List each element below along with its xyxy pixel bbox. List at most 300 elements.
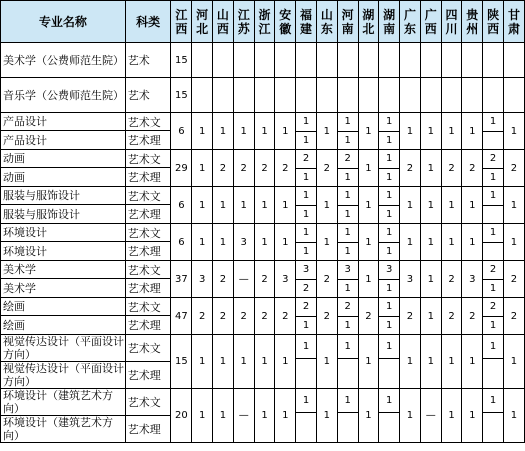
quota-cell-split [483, 150, 504, 187]
quota-li [483, 358, 503, 382]
quota-li: 1 [379, 242, 399, 261]
quota-cell: 1 [275, 224, 296, 261]
header-row [1, 1, 525, 43]
quota-wen: 1 [302, 394, 310, 406]
quota-split [483, 261, 503, 297]
quota-li: 1 [483, 316, 503, 335]
quota-split [379, 113, 399, 149]
quota-cell-split [296, 113, 317, 150]
quota-cell: 3 [275, 261, 296, 298]
quota-split [379, 389, 399, 435]
jiangxi-count: 6 [171, 113, 192, 150]
major-name: 动画 [1, 168, 126, 187]
quota-cell: 2 [503, 150, 524, 187]
quota-li: 1 [338, 131, 358, 150]
major-name: 美术学（公费师范生院） [1, 43, 126, 78]
quota-cell: 1 [503, 113, 524, 150]
quota-cell: 1 [192, 389, 213, 443]
quota-cell [400, 78, 421, 113]
quota-wen: 1 [302, 340, 310, 352]
quota-cell: 2 [233, 298, 254, 335]
quota-wen: 1 [489, 227, 497, 239]
quota-cell [254, 43, 275, 78]
quota-cell: 2 [503, 298, 524, 335]
quota-cell [420, 43, 441, 78]
quota-cell: 1 [503, 187, 524, 224]
quota-cell [337, 78, 358, 113]
quota-li: 1 [296, 242, 316, 261]
table-row [1, 298, 525, 316]
quota-wen: 1 [386, 116, 393, 128]
province-header-guangdong: 广 东 [400, 1, 421, 43]
quota-li: 1 [296, 205, 316, 224]
quota-cell: 1 [358, 224, 379, 261]
province-header-sichuan: 四 川 [441, 1, 462, 43]
quota-cell: 1 [420, 187, 441, 224]
quota-cell: 2 [441, 150, 462, 187]
quota-cell-split [379, 150, 400, 187]
quota-cell: 1 [213, 187, 234, 224]
jiangxi-count: 20 [171, 389, 192, 443]
quota-split [379, 150, 399, 186]
quota-li: 1 [379, 205, 399, 224]
quota-cell: 1 [420, 224, 441, 261]
quota-cell: 2 [441, 298, 462, 335]
quota-cell [462, 78, 483, 113]
quota-cell: 1 [316, 224, 337, 261]
quota-cell: 2 [441, 261, 462, 298]
quota-cell: — [233, 389, 254, 443]
quota-cell: 1 [233, 113, 254, 150]
quota-cell: 1 [462, 224, 483, 261]
quota-cell: 2 [254, 261, 275, 298]
quota-li [483, 131, 503, 150]
quota-li [483, 205, 503, 224]
province-header-zhejiang: 浙 江 [254, 1, 275, 43]
table-row [1, 150, 525, 168]
quota-cell-split [296, 150, 317, 187]
quota-cell: 2 [254, 298, 275, 335]
quota-split [483, 298, 503, 334]
quota-cell: 2 [462, 298, 483, 335]
quota-li: 1 [338, 242, 358, 261]
quota-cell: — [420, 389, 441, 443]
quota-cell: 2 [254, 150, 275, 187]
quota-li: 1 [483, 279, 503, 298]
quota-li: 1 [338, 168, 358, 187]
category: 艺术 [125, 78, 171, 113]
quota-wen: 2 [344, 301, 351, 313]
quota-wen: 2 [302, 301, 310, 313]
quota-cell: 2 [275, 298, 296, 335]
quota-li: 1 [379, 279, 399, 298]
quota-li [483, 412, 503, 436]
quota-cell-split [337, 335, 358, 389]
province-header-hubei: 湖 北 [358, 1, 379, 43]
category: 艺术 [125, 43, 171, 78]
province-header-shandong: 山 东 [316, 1, 337, 43]
quota-cell-split [296, 261, 317, 298]
jiangxi-count: 15 [171, 43, 192, 78]
quota-split [296, 224, 316, 260]
quota-cell: 1 [316, 113, 337, 150]
quota-split [338, 113, 358, 149]
quota-cell [316, 78, 337, 113]
quota-cell: 1 [233, 335, 254, 389]
quota-wen: 3 [302, 264, 310, 276]
quota-cell: 1 [441, 389, 462, 443]
quota-cell [275, 78, 296, 113]
category: 艺术文 [125, 298, 171, 316]
quota-cell: 3 [192, 261, 213, 298]
quota-cell [275, 43, 296, 78]
quota-cell [503, 78, 524, 113]
quota-cell: 1 [420, 261, 441, 298]
quota-wen: 1 [386, 301, 393, 313]
quota-cell: 1 [213, 389, 234, 443]
quota-li: 1 [379, 131, 399, 150]
quota-cell: 2 [213, 150, 234, 187]
quota-li [296, 412, 316, 436]
province-header-guangxi: 广 西 [420, 1, 441, 43]
quota-cell [254, 78, 275, 113]
quota-cell: 2 [213, 261, 234, 298]
quota-cell-split [483, 113, 504, 150]
jiangxi-count: 15 [171, 335, 192, 389]
quota-cell: 1 [441, 335, 462, 389]
jiangxi-count: 15 [171, 78, 192, 113]
quota-li [338, 358, 358, 382]
quota-cell: 1 [358, 150, 379, 187]
quota-cell: 1 [358, 187, 379, 224]
quota-cell: 1 [358, 113, 379, 150]
quota-split [338, 335, 358, 381]
quota-wen: 1 [386, 340, 393, 352]
quota-cell-split [483, 261, 504, 298]
quota-cell: 2 [213, 298, 234, 335]
quota-wen: 1 [344, 340, 351, 352]
category: 艺术理 [125, 242, 171, 261]
quota-cell: 1 [254, 335, 275, 389]
table-row [1, 187, 525, 205]
province-header-henan: 河 南 [337, 1, 358, 43]
quota-split [296, 150, 316, 186]
table-row [1, 261, 525, 279]
quota-wen: 1 [489, 190, 497, 202]
category: 艺术理 [125, 279, 171, 298]
table-row [1, 224, 525, 242]
quota-cell [420, 78, 441, 113]
quota-wen: 1 [302, 190, 310, 202]
quota-split [483, 224, 503, 260]
province-header-anhui: 安 徽 [275, 1, 296, 43]
quota-cell: 1 [462, 187, 483, 224]
quota-split [296, 187, 316, 223]
quota-cell: 2 [358, 298, 379, 335]
quota-cell: 2 [462, 150, 483, 187]
quota-wen: 1 [386, 227, 393, 239]
category: 艺术理 [125, 131, 171, 150]
quota-wen: 1 [489, 116, 497, 128]
quota-wen: 1 [386, 394, 393, 406]
quota-cell-split [296, 389, 317, 443]
major-name: 视觉传达设计（平面设计方向） [1, 362, 126, 389]
major-name: 动画 [1, 150, 126, 168]
major-name: 服装与服饰设计 [1, 205, 126, 224]
quota-cell: 1 [192, 335, 213, 389]
quota-cell-split [379, 113, 400, 150]
quota-wen: 1 [344, 227, 351, 239]
category: 艺术理 [125, 205, 171, 224]
quota-cell-split [337, 113, 358, 150]
category: 艺术文 [125, 261, 171, 279]
quota-split [296, 261, 316, 297]
quota-cell: 2 [400, 150, 421, 187]
major-name: 绘画 [1, 316, 126, 335]
quota-cell [192, 78, 213, 113]
major-name: 环境设计（建筑艺术方向） [1, 389, 126, 416]
quota-split [338, 187, 358, 223]
category-header: 科类 [125, 1, 171, 43]
quota-cell: 1 [441, 113, 462, 150]
major-name: 音乐学（公费师范生院） [1, 78, 126, 113]
province-header-fujian: 福 建 [296, 1, 317, 43]
quota-cell: 1 [192, 150, 213, 187]
quota-cell: 1 [358, 335, 379, 389]
quota-cell: 2 [400, 298, 421, 335]
quota-cell: 1 [275, 187, 296, 224]
quota-cell: 1 [254, 224, 275, 261]
quota-cell: 1 [503, 389, 524, 443]
quota-cell: 1 [441, 187, 462, 224]
quota-li: 1 [379, 316, 399, 335]
quota-wen: 1 [489, 394, 497, 406]
quota-cell-split [483, 389, 504, 443]
quota-cell-split [379, 335, 400, 389]
quota-cell [233, 78, 254, 113]
quota-wen: 1 [344, 116, 351, 128]
quota-split [483, 187, 503, 223]
quota-cell: 1 [275, 335, 296, 389]
quota-li: 1 [379, 168, 399, 187]
quota-cell: 2 [316, 261, 337, 298]
province-header-shanxi: 山 西 [213, 1, 234, 43]
quota-cell: 1 [358, 261, 379, 298]
quota-split [483, 150, 503, 186]
quota-cell: 1 [192, 187, 213, 224]
category: 艺术理 [125, 316, 171, 335]
quota-cell: 2 [275, 150, 296, 187]
quota-wen: 2 [302, 153, 310, 165]
quota-cell [296, 43, 317, 78]
quota-cell [379, 78, 400, 113]
jiangxi-count: 6 [171, 224, 192, 261]
quota-split [338, 298, 358, 334]
quota-cell: 1 [254, 187, 275, 224]
quota-wen: 3 [386, 264, 393, 276]
quota-split [483, 113, 503, 149]
quota-split [296, 298, 316, 334]
jiangxi-count: 47 [171, 298, 192, 335]
quota-cell-split [483, 335, 504, 389]
quota-wen: 1 [344, 394, 351, 406]
quota-cell: 2 [316, 298, 337, 335]
quota-cell: 2 [192, 298, 213, 335]
quota-li: 1 [296, 316, 316, 335]
quota-cell-split [337, 261, 358, 298]
quota-cell [441, 78, 462, 113]
quota-cell [441, 43, 462, 78]
province-header-shaanxi: 陕 西 [483, 1, 504, 43]
quota-li [379, 358, 399, 382]
quota-cell: 1 [213, 335, 234, 389]
quota-cell: 1 [400, 113, 421, 150]
quota-cell: 1 [213, 224, 234, 261]
quota-cell-split [483, 224, 504, 261]
major-name: 产品设计 [1, 113, 126, 131]
major-name: 绘画 [1, 298, 126, 316]
quota-cell [462, 43, 483, 78]
province-header-jiangxi: 江 西 [171, 1, 192, 43]
quota-cell [233, 43, 254, 78]
category: 艺术理 [125, 362, 171, 389]
table-row [1, 335, 525, 362]
quota-cell-split [379, 389, 400, 443]
quota-li: 1 [296, 168, 316, 187]
quota-split [338, 389, 358, 435]
quota-cell: 1 [462, 335, 483, 389]
quota-li [296, 358, 316, 382]
quota-cell: 1 [503, 224, 524, 261]
quota-split [379, 335, 399, 381]
quota-cell: 1 [400, 335, 421, 389]
quota-li: 2 [296, 279, 316, 298]
quota-wen: 2 [489, 153, 497, 165]
major-name: 服装与服饰设计 [1, 187, 126, 205]
quota-li: 1 [483, 168, 503, 187]
table-body [1, 43, 525, 443]
quota-split [483, 335, 503, 381]
quota-wen: 2 [344, 153, 351, 165]
category: 艺术文 [125, 389, 171, 416]
quota-cell-split [379, 224, 400, 261]
quota-cell [483, 78, 504, 113]
major-name: 视觉传达设计（平面设计方向） [1, 335, 126, 362]
quota-cell [337, 43, 358, 78]
quota-cell: 3 [400, 261, 421, 298]
quota-cell-split [379, 261, 400, 298]
category: 艺术文 [125, 150, 171, 168]
quota-li: 1 [338, 316, 358, 335]
province-header-hebei: 河 北 [192, 1, 213, 43]
quota-cell: 1 [420, 335, 441, 389]
province-header-jiangsu: 江 苏 [233, 1, 254, 43]
quota-split [379, 298, 399, 334]
quota-cell: 1 [400, 224, 421, 261]
quota-li: 1 [338, 205, 358, 224]
quota-cell: 2 [316, 150, 337, 187]
category: 艺术文 [125, 224, 171, 242]
quota-li [483, 242, 503, 261]
quota-wen: 1 [344, 190, 351, 202]
quota-cell-split [379, 298, 400, 335]
quota-cell: 1 [420, 113, 441, 150]
province-header-hunan: 湖 南 [379, 1, 400, 43]
quota-cell: 1 [441, 224, 462, 261]
category: 艺术文 [125, 187, 171, 205]
quota-cell: 1 [316, 335, 337, 389]
quota-cell: 1 [462, 389, 483, 443]
quota-cell-split [337, 298, 358, 335]
major-name: 产品设计 [1, 131, 126, 150]
quota-cell [213, 43, 234, 78]
quota-cell-split [296, 298, 317, 335]
quota-cell: 1 [254, 113, 275, 150]
quota-split [338, 150, 358, 186]
category: 艺术理 [125, 168, 171, 187]
quota-wen: 2 [489, 264, 497, 276]
table-row [1, 389, 525, 416]
jiangxi-count: 29 [171, 150, 192, 187]
quota-wen: 2 [489, 301, 497, 313]
quota-cell: 1 [233, 187, 254, 224]
major-name: 环境设计 [1, 242, 126, 261]
quota-cell [503, 43, 524, 78]
quota-cell-split [337, 224, 358, 261]
quota-cell: 1 [358, 389, 379, 443]
quota-cell: 1 [420, 150, 441, 187]
quota-cell-split [337, 150, 358, 187]
quota-cell: 1 [462, 113, 483, 150]
quota-cell: 1 [275, 389, 296, 443]
quota-cell-split [337, 187, 358, 224]
quota-cell: 1 [420, 298, 441, 335]
quota-cell [296, 78, 317, 113]
quota-cell: 1 [400, 389, 421, 443]
major-name: 环境设计（建筑艺术方向） [1, 416, 126, 443]
quota-cell-split [296, 335, 317, 389]
major-name: 美术学 [1, 261, 126, 279]
quota-cell-split [483, 298, 504, 335]
table-row [1, 113, 525, 131]
major-name: 美术学 [1, 279, 126, 298]
quota-wen: 1 [386, 190, 393, 202]
quota-cell: 1 [275, 113, 296, 150]
quota-cell [379, 43, 400, 78]
quota-cell: 1 [192, 224, 213, 261]
quota-split [379, 261, 399, 297]
quota-cell: 1 [192, 113, 213, 150]
quota-wen: 3 [344, 264, 351, 276]
category: 艺术文 [125, 335, 171, 362]
quota-split [379, 187, 399, 223]
quota-cell: 1 [316, 389, 337, 443]
quota-li: 1 [296, 131, 316, 150]
quota-cell: 1 [316, 187, 337, 224]
quota-li [338, 412, 358, 436]
jiangxi-count: 6 [171, 187, 192, 224]
quota-cell: 3 [462, 261, 483, 298]
table-row [1, 43, 525, 78]
quota-wen: 1 [489, 340, 497, 352]
quota-cell: 2 [233, 150, 254, 187]
quota-cell: 1 [400, 187, 421, 224]
quota-cell [192, 43, 213, 78]
quota-cell [358, 78, 379, 113]
major-name: 环境设计 [1, 224, 126, 242]
quota-wen: 1 [386, 153, 393, 165]
quota-cell [316, 43, 337, 78]
